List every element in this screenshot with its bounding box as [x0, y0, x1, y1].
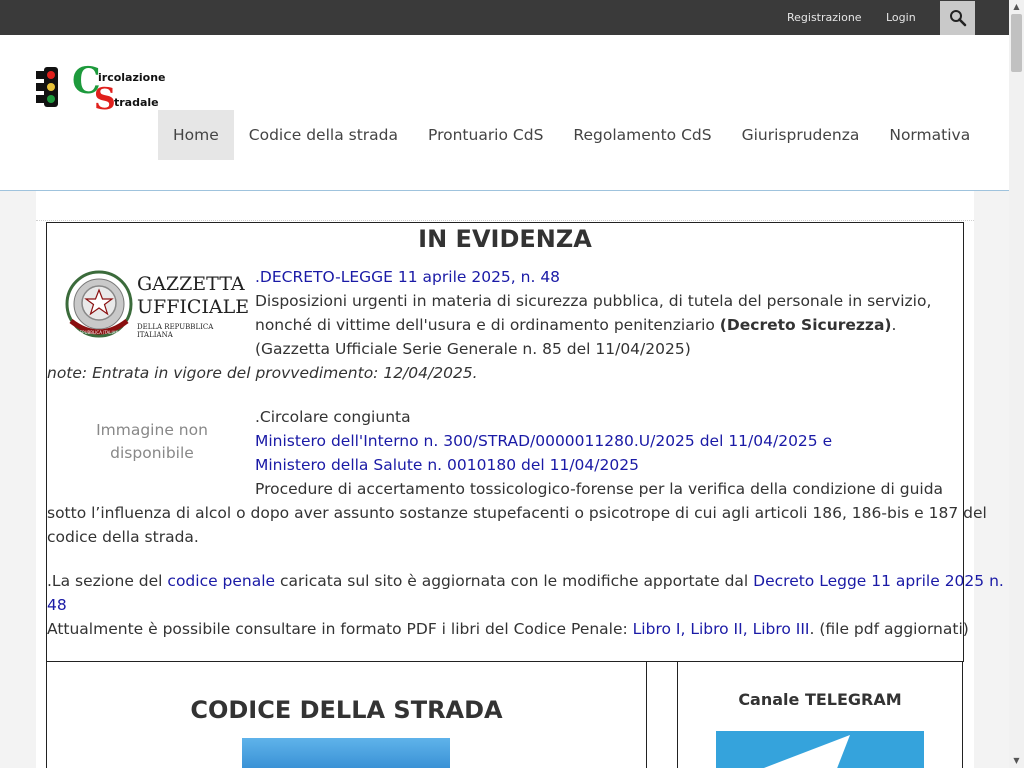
svg-text:S: S: [94, 82, 116, 111]
telegram-box: [677, 661, 963, 768]
decreto-legge-link[interactable]: .DECRETO-LEGGE 11 aprile 2025, n. 48: [255, 268, 561, 286]
nav-home[interactable]: Home: [158, 110, 234, 160]
gazzetta-line3: DELLA REPUBBLICA ITALIANA: [137, 323, 214, 339]
nav-codice-della-strada[interactable]: Codice della strada: [248, 126, 398, 144]
item3-text4: . (file pdf aggiornati): [809, 620, 969, 638]
login-link[interactable]: Login: [886, 11, 916, 24]
decreto-legge-48-link[interactable]: Decreto Legge 11 aprile 2025 n.: [753, 572, 1004, 590]
scroll-down-arrow[interactable]: ▼: [1013, 756, 1020, 765]
item2-desc-line1: Procedure di accertamento tossicologico-forense per la verifica della condizione di guida: [255, 480, 944, 498]
nav-regolamento-cds[interactable]: Regolamento CdS: [573, 126, 712, 144]
gazzetta-line2: UFFICIALE: [137, 296, 250, 318]
in-evidenza-box: [46, 222, 1004, 662]
item1-desc-end: .: [891, 316, 897, 334]
section-title: IN EVIDENZA: [418, 225, 592, 253]
gazzetta-reference: (Gazzetta Ufficiale Serie Generale n. 85 del 11/04/2025): [255, 340, 691, 358]
main-nav: [158, 110, 985, 160]
telegram-banner[interactable]: [716, 731, 924, 768]
item3-text3: Attualmente è possibile consultare in formato PDF i libri del Codice Penale:: [47, 620, 633, 638]
top-bar: [0, 0, 1009, 35]
decreto-legge-48-link-cont[interactable]: 48: [47, 596, 67, 614]
scroll-up-arrow[interactable]: ▲: [1013, 2, 1020, 11]
telegram-icon: [716, 731, 924, 768]
entry-note: note: Entrata in vigore del provvedimento: 12/04/2025.: [47, 364, 478, 382]
search-icon: [949, 9, 967, 27]
codice-strada-box: [46, 661, 647, 768]
site-header: [0, 35, 1009, 191]
telegram-title: Canale TELEGRAM: [738, 690, 902, 709]
divider: [36, 220, 974, 221]
codice-strada-title: CODICE DELLA STRADA: [190, 696, 503, 724]
scroll-thumb[interactable]: [1011, 14, 1022, 72]
item3-line3: [47, 617, 969, 641]
item3-text2: caricata sul sito è aggiornata con le modifiche apportate dal: [275, 572, 754, 590]
register-link[interactable]: Registrazione: [787, 11, 862, 24]
codice-strada-image[interactable]: [242, 738, 450, 768]
gazzetta-line1: GAZZETTA: [137, 273, 245, 295]
logo-text-line1: ircolazione: [98, 71, 166, 84]
nav-prontuario-cds[interactable]: Prontuario CdS: [428, 126, 544, 144]
item3-line1: [47, 569, 1004, 593]
circolare-title: .Circolare congiunta: [255, 408, 411, 426]
image-unavailable-placeholder: Immagine non disponibile: [96, 421, 208, 462]
nav-giurisprudenza[interactable]: Giurisprudenza: [741, 126, 860, 144]
item3-text1: .La sezione del: [47, 572, 168, 590]
seal-text: REPUBBLICA ITALIANA: [76, 330, 122, 335]
logo-text-line2: tradale: [114, 96, 159, 109]
item2-desc-line2: sotto l’influenza di alcol o dopo aver assunto sostanze stupefacenti o psicotrope di cui agli articoli 186, 186-bis e 187 del: [47, 504, 987, 522]
separator: ,: [680, 620, 691, 638]
codice-penale-link[interactable]: codice penale: [167, 572, 276, 590]
libro-1-link[interactable]: Libro I: [632, 620, 681, 638]
svg-text:C: C: [72, 63, 101, 102]
nav-normativa[interactable]: Normativa: [889, 126, 971, 144]
item2-desc-line3: codice della strada.: [47, 528, 199, 546]
ministero-salute-link[interactable]: Ministero della Salute n. 0010180 del 11/04/2025: [255, 456, 639, 474]
search-button[interactable]: [940, 1, 975, 35]
ministero-interno-link[interactable]: Ministero dell'Interno n. 300/STRAD/0000011280.U/2025 del 11/04/2025 e: [255, 432, 833, 450]
decreto-sicurezza-label: (Decreto Sicurezza): [719, 316, 892, 334]
item1-desc-text: nonché di vittime dell'usura e di ordinamento penitenziario: [255, 316, 720, 334]
separator: ,: [742, 620, 753, 638]
item1-desc-line1: Disposizioni urgenti in materia di sicurezza pubblica, di tutela del personale in servizio,: [255, 292, 932, 310]
libro-3-link[interactable]: Libro III: [752, 620, 810, 638]
libro-2-link[interactable]: Libro II: [690, 620, 743, 638]
gazzetta-ufficiale-logo: [63, 263, 250, 345]
item1-desc-line2: [255, 313, 896, 337]
site-logo[interactable]: [34, 63, 166, 111]
page-scrollbar[interactable]: [1009, 0, 1024, 768]
